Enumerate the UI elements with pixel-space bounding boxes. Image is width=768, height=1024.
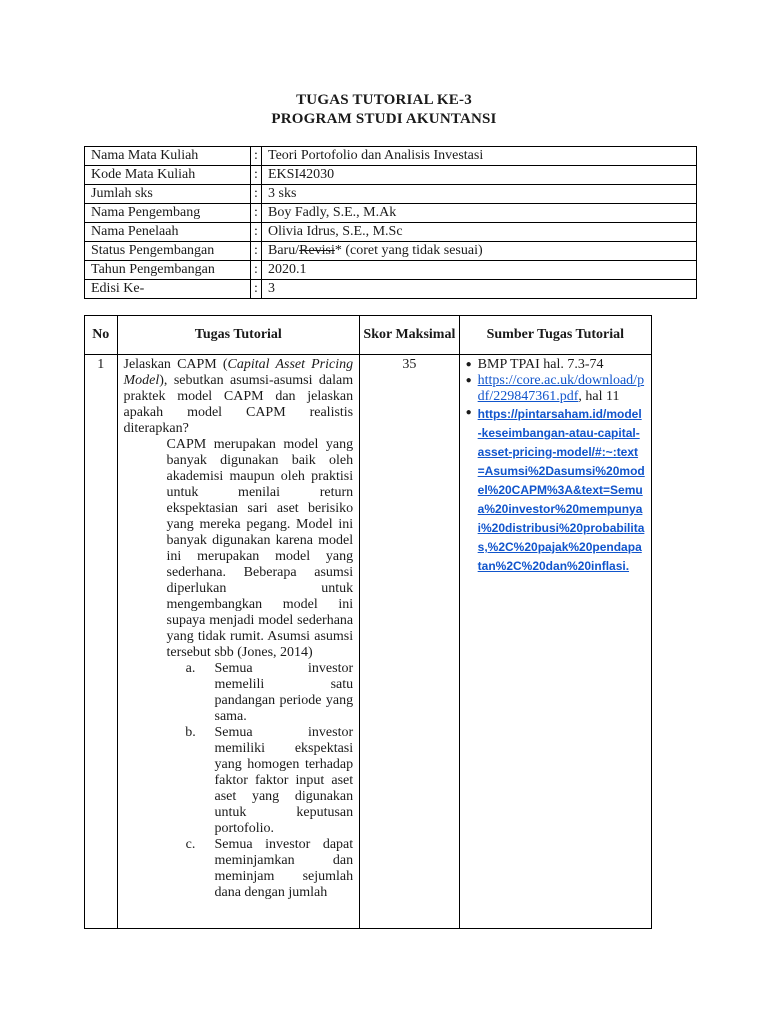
question-text: Jelaskan CAPM ( (123, 357, 228, 372)
source-cell (459, 355, 651, 929)
task-cell (117, 355, 360, 929)
info-label: Status Pengembangan (85, 242, 251, 261)
info-row (85, 242, 697, 261)
list-marker: a. (185, 661, 196, 676)
course-info-table (84, 146, 697, 299)
source-link-core[interactable]: https://core.ac.uk/download/pdf/229847361.pdf (477, 373, 645, 404)
info-separator: : (251, 280, 262, 299)
document-subtitle: PROGRAM STUDI AKUNTANSI (271, 111, 497, 127)
score-cell: 35 (360, 355, 460, 929)
info-row (85, 147, 697, 166)
info-label: Edisi Ke- (85, 280, 251, 299)
header-no: No (85, 316, 118, 355)
header-source: Sumber Tugas Tutorial (459, 316, 651, 355)
list-text: Semua investor memelili satu pandangan periode yang sama. (214, 661, 354, 724)
question-italic-term: Capital Asset Pricing Model (123, 357, 354, 388)
task-question (124, 357, 354, 437)
document-title: TUGAS TUTORIAL KE-3 (296, 92, 472, 108)
list-text: Semua investor memiliki ekspektasi yang homogen terhadap faktor faktor input aset aset yang digunakan untuk keputusan portofolio. (214, 725, 354, 836)
bullet-icon: ● (465, 407, 472, 418)
list-item (167, 661, 354, 725)
status-new: Baru/ (268, 243, 300, 258)
info-label: Nama Mata Kuliah (85, 147, 251, 166)
list-text: Semua investor dapat meminjamkan dan meminjam sejumlah dana dengan jumlah (214, 837, 354, 900)
bullet-icon: ● (465, 375, 472, 386)
info-separator: : (251, 242, 262, 261)
info-label: Nama Pengembang (85, 204, 251, 223)
info-label: Jumlah sks (85, 185, 251, 204)
header-task: Tugas Tutorial (117, 316, 360, 355)
task-answer: CAPM merupakan model yang banyak digunakan baik oleh akademisi maupun oleh praktisi untuk menilai return ekspektasian sari aset berisiko yang mereka pegang. Model ini banyak digunakan karena model ini merupakan model yang sederhana. Beberapa asumsi diperlukan untuk mengembangkan model ini supaya menjadi model sederhana yang tidak rumit. Asumsi asumsi tersebut sbb (Jones, 2014) (166, 437, 354, 660)
info-value: 3 (262, 280, 697, 299)
tutorial-task-table (84, 315, 652, 929)
info-row (85, 166, 697, 185)
info-separator: : (251, 204, 262, 223)
list-marker: c. (185, 837, 196, 852)
list-marker: b. (185, 725, 196, 740)
info-row (85, 223, 697, 242)
bullet-icon: ● (465, 359, 472, 370)
info-value: Boy Fadly, S.E., M.Ak (262, 204, 697, 223)
info-label: Tahun Pengembangan (85, 261, 251, 280)
info-separator: : (251, 223, 262, 242)
source-link-pintarsaham[interactable]: https://pintarsaham.id/model-keseimbangan-atau-capital-asset-pricing-model/#:~:text=Asumsi%2Dasumsi%20model%20CAPM%3A&text=Semua%20investor%20mempunyai%20distribusi%20probabilitas,%2C%20pajak%20pendapatan%2C%20dan%20inflasi. (477, 407, 645, 573)
info-value: 3 sks (262, 185, 697, 204)
table-row (85, 355, 652, 929)
info-separator: : (251, 166, 262, 185)
question-text-cont: ), sebutkan asumsi-asumsi dalam praktek model CAPM dan jelaskan apakah model CAPM realistis diterapkan? (123, 373, 354, 436)
header-score: Skor Maksimal (360, 316, 460, 355)
info-value: Teori Portofolio dan Analisis Investasi (262, 147, 697, 166)
info-row (85, 204, 697, 223)
source-item (466, 405, 645, 576)
info-separator: : (251, 185, 262, 204)
status-note: * (coret yang tidak sesuai) (334, 243, 483, 258)
source-text: BMP TPAI hal. 7.3-74 (477, 357, 604, 372)
list-item (167, 837, 354, 901)
info-label: Kode Mata Kuliah (85, 166, 251, 185)
info-row (85, 185, 697, 204)
row-number: 1 (85, 355, 118, 929)
source-item (466, 373, 645, 405)
info-value (262, 242, 697, 261)
info-value: Olivia Idrus, S.E., M.Sc (262, 223, 697, 242)
info-value: EKSI42030 (262, 166, 697, 185)
source-item (466, 357, 645, 373)
info-separator: : (251, 261, 262, 280)
info-value: 2020.1 (262, 261, 697, 280)
assumption-list (167, 661, 354, 901)
source-page: , hal 11 (578, 389, 620, 404)
info-label: Nama Penelaah (85, 223, 251, 242)
info-row (85, 261, 697, 280)
info-separator: : (251, 147, 262, 166)
status-revision-struck: Revisi (299, 243, 335, 258)
list-item (167, 725, 354, 837)
info-row (85, 280, 697, 299)
table-header-row (85, 316, 652, 355)
